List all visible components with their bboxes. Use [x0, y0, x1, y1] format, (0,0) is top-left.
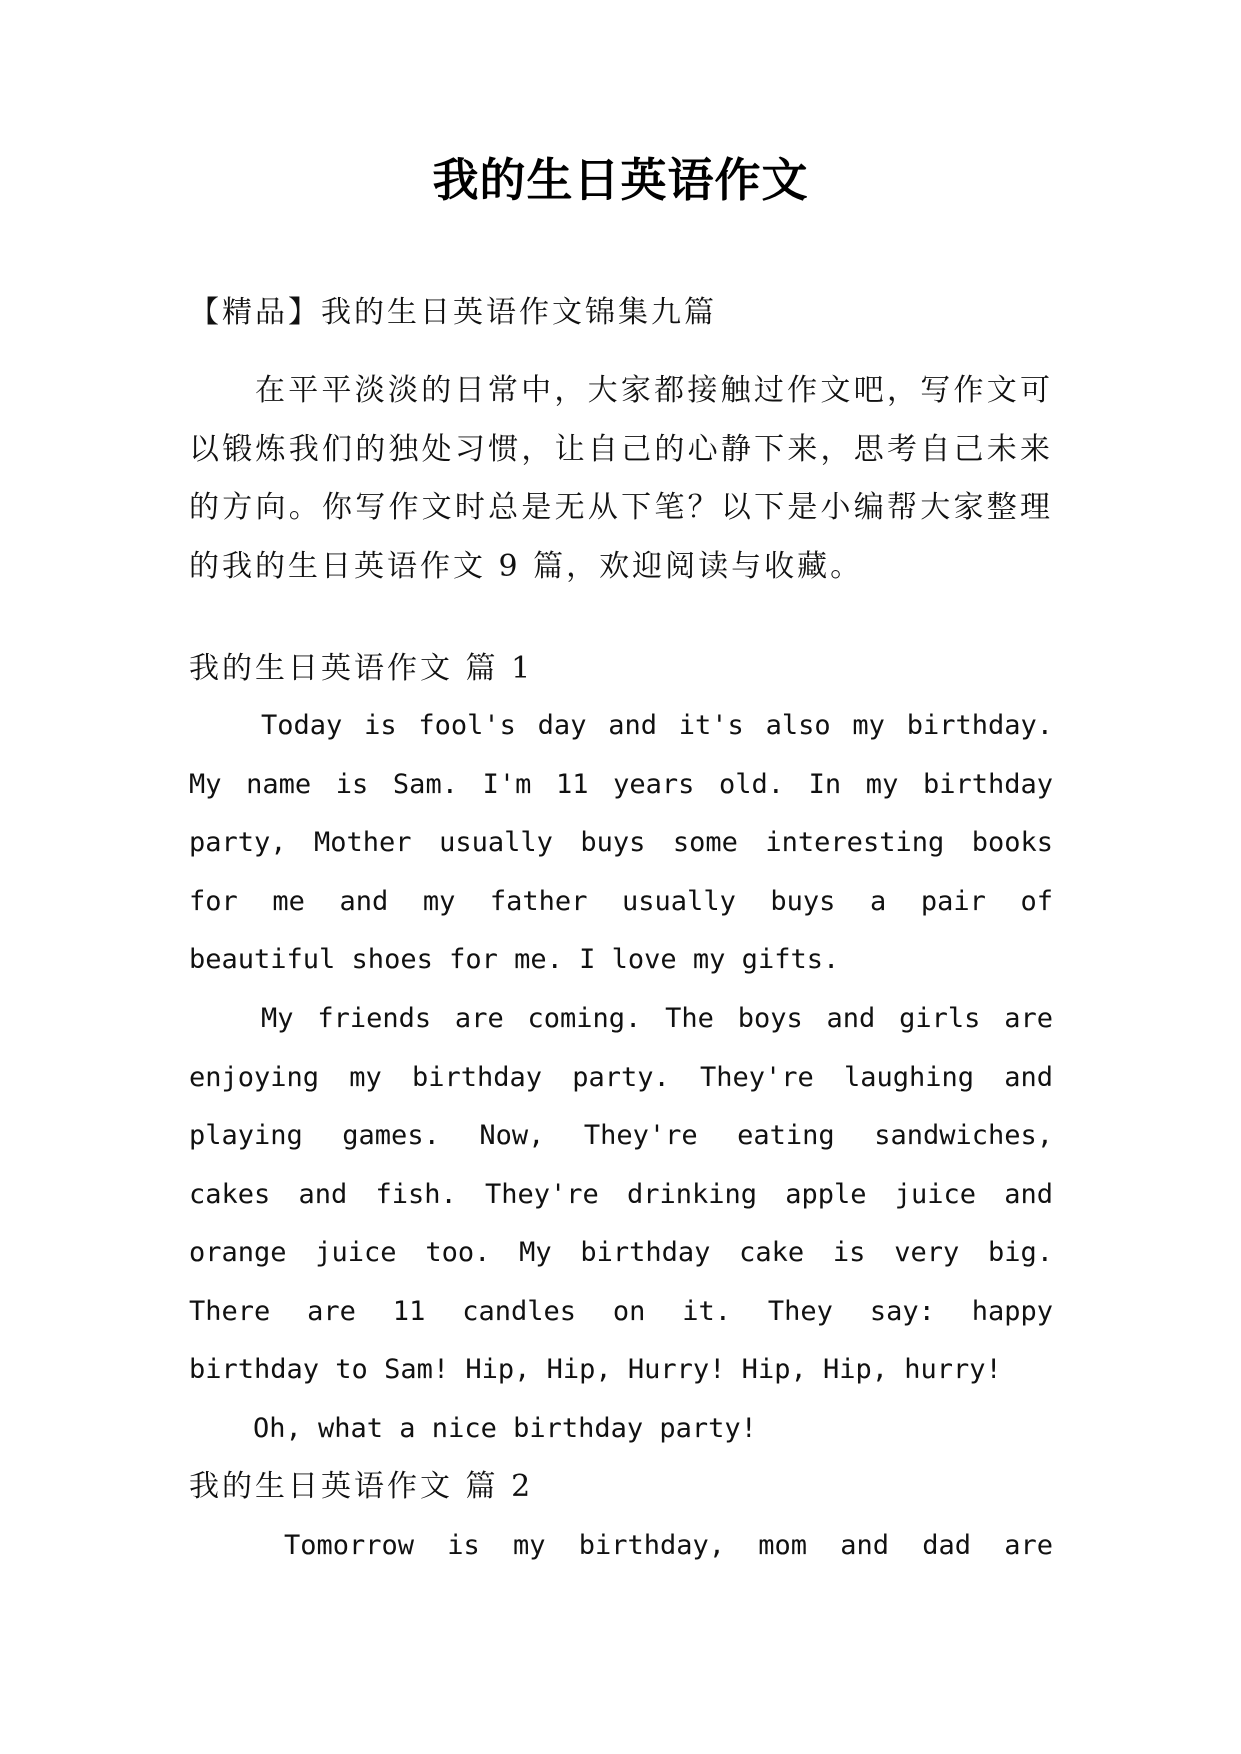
- paragraph-line: cakes and fish. They're drinking apple juice and: [189, 1178, 1053, 1210]
- intro-line: 在平平淡淡的日常中，大家都接触过作文吧，写作文可: [255, 373, 1053, 408]
- paragraph-line: beautiful shoes for me. I love my gifts.: [189, 944, 840, 975]
- page-title: 我的生日英语作文: [432, 153, 809, 207]
- section-2-paragraph-1: [189, 1517, 1053, 1576]
- paragraph-line: for me and my father usually buys a pair of: [189, 885, 1053, 917]
- paragraph-line: There are 11 candles on it. They say: happy: [189, 1295, 1053, 1327]
- paragraph-line: party, Mother usually buys some interesting books: [189, 827, 1053, 858]
- paragraph-line: enjoying my birthday party. They're laughing and: [189, 1061, 1053, 1093]
- paragraph-line: birthday to Sam! Hip, Hip, Hurry! Hip, Hip, hurry!: [189, 1354, 1002, 1385]
- paragraph-line: Today is fool's day and it's also my birthday.: [261, 710, 1053, 741]
- intro-paragraph: [189, 362, 1053, 596]
- paragraph-line: My name is Sam. I'm 11 years old. In my birthday: [189, 768, 1053, 800]
- section-heading: 我的生日英语作文 篇 1: [189, 651, 534, 686]
- document-subtitle: 【精品】我的生日英语作文锦集九篇: [189, 295, 717, 330]
- section-1-paragraph-1: [189, 697, 1053, 990]
- section-2-heading-block: [189, 1458, 1053, 1517]
- section-1-heading-block: [189, 640, 1053, 699]
- section-heading: 我的生日英语作文 篇 2: [189, 1469, 534, 1504]
- intro-line: 的方向。你写作文时总是无从下笔？以下是小编帮大家整理: [189, 490, 1053, 525]
- paragraph-line: Tomorrow is my birthday, mom and dad are: [284, 1530, 1053, 1561]
- paragraph-line: orange juice too. My birthday cake is very big.: [189, 1237, 1053, 1268]
- intro-line: 的我的生日英语作文 9 篇，欢迎阅读与收藏。: [189, 548, 864, 584]
- section-1-paragraph-2: [189, 990, 1053, 1400]
- section-1-paragraph-3: [189, 1400, 1053, 1459]
- paragraph-line: Oh, what a nice birthday party!: [253, 1413, 757, 1444]
- paragraph-line: playing games. Now, They're eating sandwiches,: [189, 1120, 1053, 1151]
- paragraph-line: My friends are coming. The boys and girls are: [261, 1003, 1053, 1034]
- intro-line: 以锻炼我们的独处习惯，让自己的心静下来，思考自己未来: [189, 431, 1053, 467]
